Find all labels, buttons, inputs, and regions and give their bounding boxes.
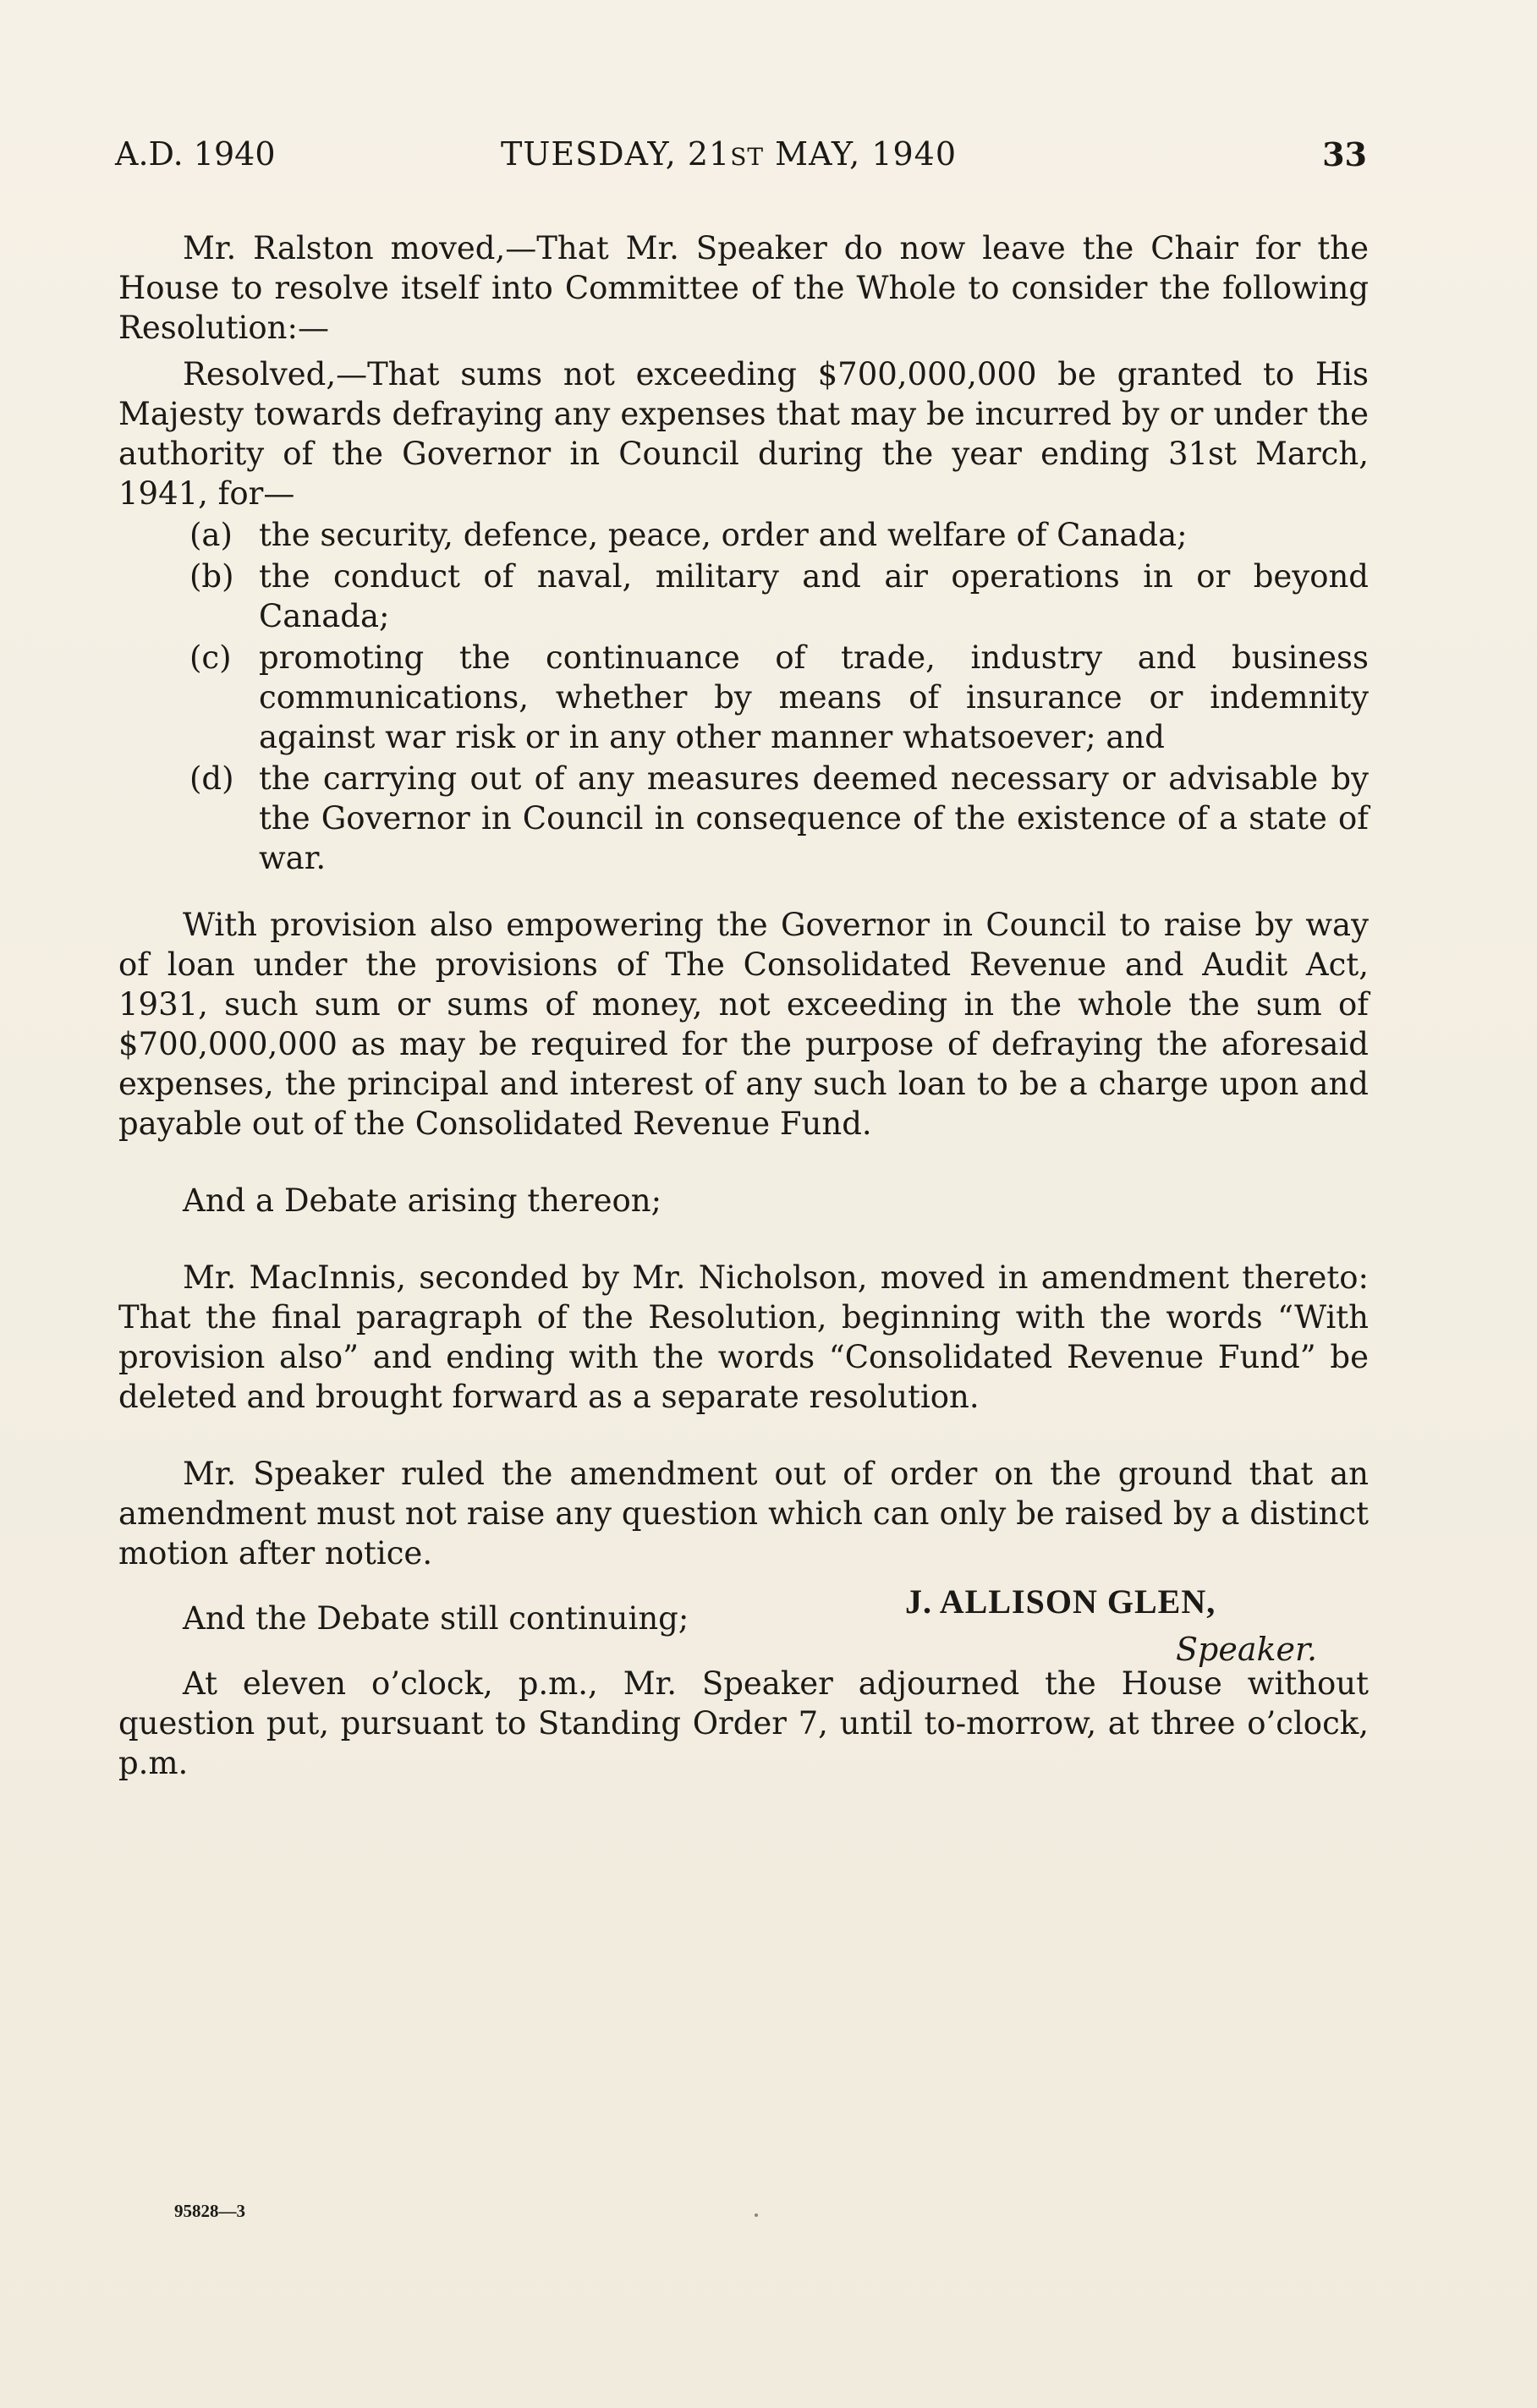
signature-block [905,1578,1345,1673]
paragraph-debate-arising: And a Debate arising thereon; [183,1182,662,1219]
page-header [115,135,1367,186]
item-text: the security, defence, peace, order and welfare of Canada; [259,517,1188,553]
paragraph-motion: Mr. Ralston moved,—That Mr. Speaker do now leave the Chair for the House to resolve itself into Committee of the Whole to consider the following Resolution:— [118,230,1369,346]
speaker-title: Speaker. [1176,1631,1318,1668]
header-date-rest: MAY, 1940 [764,135,958,173]
journal-body [118,228,1369,1783]
item-label: (c) [189,639,232,676]
item-label: (a) [189,517,233,553]
header-date [501,135,957,173]
header-date-day: TUESDAY, 21 [501,135,731,173]
resolution-item [118,759,1369,878]
resolution-item [118,557,1369,636]
header-year: A.D. 1940 [115,135,276,173]
paragraph-adjournment: At eleven o’clock, p.m., Mr. Speaker adjourned the House without question put, pursuant to Standing Order 7, until to-morrow, at three o’clock, p.m. [118,1665,1369,1781]
item-text: the carrying out of any measures deemed necessary or advisable by the Governor in Council in consequence of the existence of a state of war. [259,760,1369,876]
header-date-ordinal: ST [730,143,765,171]
paragraph-provision: With provision also empowering the Governor in Council to raise by way of loan under the provisions of The Consolidated Revenue and Audit Act, 1931, such sum or sums of money, not exceeding in the whole the sum of $700,000,000 as may be required for the purpose of defraying the aforesaid expenses, the principal and interest of any such loan to be a charge upon and payable out of the Consolidated Revenue Fund. [118,907,1369,1142]
item-label: (d) [189,760,234,797]
paragraph-amendment: Mr. MacInnis, seconded by Mr. Nicholson, moved in amendment thereto: That the final paragraph of the Resolution, beginning with the words “With provision also” and ending with the words “Consolidated Revenue Fund” be deleted and brought forward as a separate resolution. [118,1259,1369,1415]
item-label: (b) [189,558,234,595]
page-number: 33 [1322,135,1367,173]
resolution-item [118,515,1369,555]
item-text: the conduct of naval, military and air operations in or beyond Canada; [259,558,1369,634]
paragraph-ruling: Mr. Speaker ruled the amendment out of order on the ground that an amendment must not raise any question which can only be raised by a distinct motion after notice. [118,1456,1369,1572]
paper-speck [755,2213,758,2217]
print-code: 95828—3 [174,2201,245,2221]
item-text: promoting the continuance of trade, industry and business communications, whether by means of insurance or indemnity against war risk or in any other manner whatsoever; and [259,639,1369,755]
paragraph-resolved: Resolved,—That sums not exceeding $700,000,000 be granted to His Majesty towards defraying any expenses that may be incurred by or under the authority of the Governor in Council during the year ending 31st March, 1941, for— [118,356,1369,512]
speaker-name: J. ALLISON GLEN, [905,1582,1216,1621]
paragraph-debate-continuing: And the Debate still continuing; [183,1600,689,1637]
resolution-item [118,638,1369,757]
